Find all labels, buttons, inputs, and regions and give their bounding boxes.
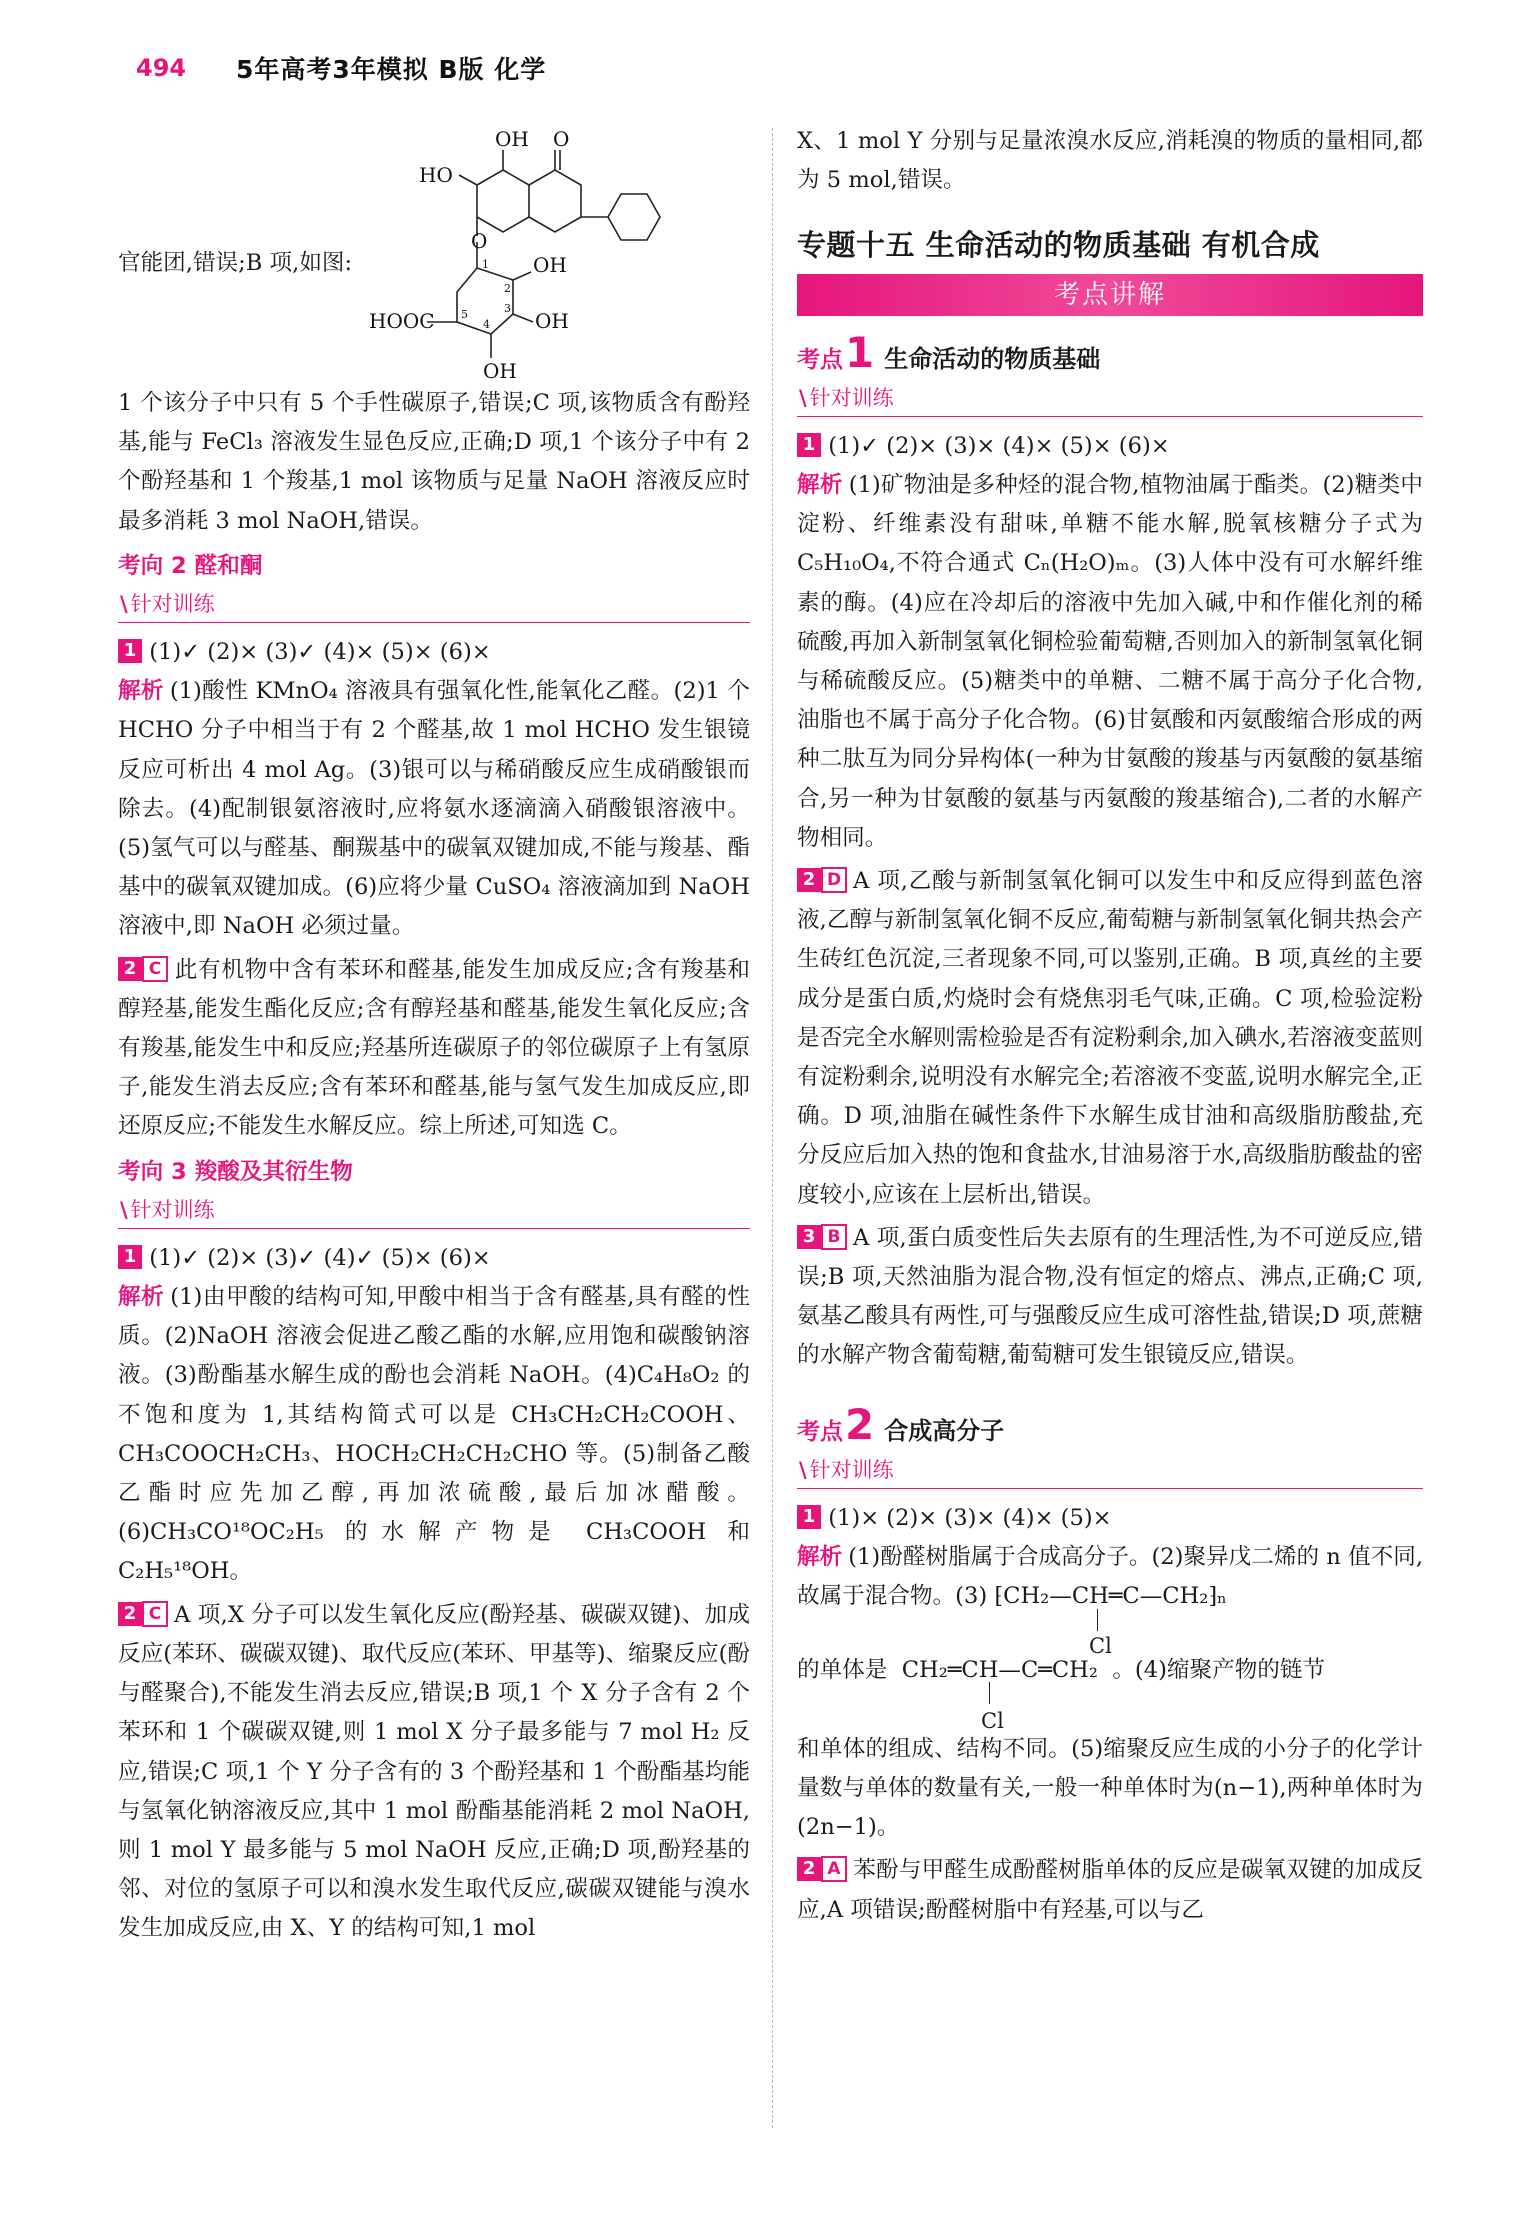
answer-box: C <box>142 1601 168 1627</box>
explanation: 解析 (1)由甲酸的结构可知,甲酸中相当于含有醛基,具有醛的性质。(2)NaOH 溶液会促进乙酸乙酯的水解,应用饱和碳酸钠溶液。(3)酚酯基水解生成的酚也会消耗 NaOH。(4)C₄H₈O₂ 的不饱和度为 1,其结构简式可以是 CH₃CH₂CH₂COOH、CH₃COOCH₂CH₃、HOCH₂CH₂CH₂CHO 等。(5)制备乙酸乙酯时应先加乙醇,再加浓硫酸,最后加冰醋酸。(6)CH₃CO¹⁸OC₂H₅ 的水解产物是 CH₃COOH 和 C₂H₅¹⁸OH。 <box>118 1284 751 1585</box>
explanation: 解析 (1)酚醛树脂属于合成高分子。(2)聚异戊二烯的 n 值不同,故属于混合物。(3) ⁅CH₂—CH═C—CH₂⁆ₙ <box>797 1544 1424 1610</box>
label-oh-top: OH <box>495 127 529 151</box>
explanation-label: 解析 <box>797 472 843 499</box>
question-block: 3 B A 项,蛋白质变性后失去原有的生理活性,为不可逆反应,错误;B 项,天然油脂为混合物,没有恒定的熔点、沸点,正确;C 项,氨基乙酸具有两性,可与强酸反应生成可溶性盐,错误;D 项,蔗糖的水解产物含葡萄糖,葡萄糖可发生银镜反应,错误。 <box>797 1224 1423 1369</box>
question-block: 2 D A 项,乙酸与新制氢氧化铜可以发生中和反应得到蓝色溶液,乙醇与新制氢氧化铜不反应,葡萄糖与新制氢氧化铜共热会产生砖红色沉淀,三者现象不同,可以鉴别,正确。B 项,真丝的主要成分是蛋白质,灼烧时会有烧焦羽毛气味,正确。C 项,检验淀粉是否完全水解则需检验是否有淀粉剩余,加入碘水,若溶液变蓝则有淀粉剩余,说明没有水解完全;若溶液不变蓝,说明水解完全,正确。D 项,油脂在碱性条件下水解生成甘油和高级脂肪酸盐,充分反应后加入热的饱和食盐水,甘油易溶于水,高级脂肪酸盐的密度较小,应该在上层析出,错误。 <box>797 868 1423 1208</box>
book-title: 5年高考3年模拟 B版 化学 <box>236 55 547 84</box>
answer-box: A <box>821 1856 847 1882</box>
paragraph: 1 个该分子中只有 5 个手性碳原子,错误;C 项,该物质含有酚羟基,能与 FeCl₃ 溶液发生显色反应,正确;D 项,1 个该分子中有 2 个酚羟基和 1 个羧基,1 mol 该物质与足量 NaOH 溶液反应时最多消耗 3 mol NaOH,错误。 <box>118 390 750 534</box>
section-banner: 考点讲解 <box>797 274 1423 316</box>
molecule-structure <box>369 122 743 384</box>
polymer-cl: Cl <box>797 1617 1423 1651</box>
answer-box: C <box>142 956 168 982</box>
answer-line <box>797 1499 1423 1538</box>
molecule-figure <box>118 122 750 384</box>
kaodian-heading: 考点 1 生命活动的物质基础 <box>797 327 1101 377</box>
section-heading: 考向 3 羧酸及其衍生物 <box>118 1158 353 1185</box>
right-column <box>797 122 1423 1930</box>
answers: (1)✓ (2)× (3)✓ (4)✓ (5)× (6)× <box>149 1244 491 1271</box>
practice-label: \ 针对训练 <box>797 1452 1423 1489</box>
paragraph: 和单体的组成、结构不同。(5)缩聚反应生成的小分子的化学计量数与单体的数量有关,一般一种单体时为(n−1),两种单体时为(2n−1)。 <box>797 1735 1423 1841</box>
section-heading: 考向 2 醛和酮 <box>118 552 263 579</box>
polymer-formula: ⁅CH₂—CH═C—CH₂⁆ₙ <box>994 1583 1227 1610</box>
label-n4: 4 <box>483 318 490 331</box>
question-number: 3 <box>797 1225 821 1249</box>
label-oh-right: OH <box>535 309 569 333</box>
answers: (1)× (2)× (3)× (4)× (5)× <box>828 1504 1112 1531</box>
paragraph: X、1 mol Y 分别与足量浓溴水反应,消耗溴的物质的量相同,都为 5 mol,错误。 <box>797 128 1423 194</box>
page-header <box>136 48 546 88</box>
label-oh-mid: OH <box>533 253 567 277</box>
question-block: 2 A 苯酚与甲醛生成酚醛树脂单体的反应是碳氧双键的加成反应,A 项错误;酚醛树脂中有羟基,可以与乙 <box>797 1857 1423 1923</box>
question-number: 1 <box>118 1245 142 1269</box>
answer-line <box>118 1239 750 1278</box>
label-n1: 1 <box>482 258 489 271</box>
explanation: 解析 (1)酸性 KMnO₄ 溶液具有强氧化性,能氧化乙醛。(2)1 个 HCHO 分子中相当于有 2 个醛基,故 1 mol HCHO 发生银镜反应可析出 4 mol Ag。(3)银可以与稀硝酸反应生成硝酸银而除去。(4)配制银氨溶液时,应将氨水逐滴滴入硝酸银溶液中。(5)氢气可以与醛基、酮羰基中的碳氧双键加成,不能与羧基、酯基中的碳氧双键加成。(6)应将少量 CuSO₄ 溶液滴加到 NaOH 溶液中,即 NaOH 必须过量。 <box>118 678 750 940</box>
question-number: 2 <box>118 957 142 981</box>
label-n2: 2 <box>504 282 511 295</box>
answers: (1)✓ (2)× (3)✓ (4)× (5)× (6)× <box>149 639 491 666</box>
label-oh-bottom: OH <box>483 359 517 383</box>
left-column <box>118 122 750 1949</box>
page-number: 494 <box>136 54 187 82</box>
explanation-label: 解析 <box>118 1284 165 1311</box>
monomer-formula: CH₂═CH—C═CH₂ <box>901 1656 1098 1683</box>
explanation: 解析 (1)矿物油是多种烃的混合物,植物油属于酯类。(2)糖类中淀粉、纤维素没有甜味,单糖不能水解,脱氧核糖分子式为 C₅H₁₀O₄,不符合通式 Cₙ(H₂O)ₘ。(3)人体中没有可水解纤维素的酶。(4)应在冷却后的溶液中先加入碱,中和作催化剂的稀硫酸,再加入新制氢氧化铜检验葡萄糖,否则加入的新制氢氧化铜与稀硫酸反应。(5)糖类中的单糖、二糖不属于高分子化合物,油脂也不属于高分子化合物。(6)甘氨酸和丙氨酸缩合形成的两种二肽互为同分异构体(一种为甘氨酸的羧基与丙氨酸的氨基缩合,另一种为甘氨酸的氨基与丙氨酸的羧基缩合),二者的水解产物相同。 <box>797 472 1423 851</box>
topic-title: 专题十五 生命活动的物质基础 有机合成 <box>797 228 1320 263</box>
label-ho: HO <box>419 163 453 187</box>
answer-box: B <box>821 1224 847 1250</box>
label-n5: 5 <box>461 308 468 321</box>
column-divider <box>772 128 773 2128</box>
practice-label: \ 针对训练 <box>797 380 1423 417</box>
question-number: 1 <box>797 433 821 457</box>
label-hooc: HOOC <box>369 309 435 333</box>
practice-label: \ 针对训练 <box>118 586 750 623</box>
label-o-top: O <box>553 127 570 151</box>
question-block: 2 C A 项,X 分子可以发生氧化反应(酚羟基、碳碳双键)、加成反应(苯环、碳碳双键)、取代反应(苯环、甲基等)、缩聚反应(酚与醛聚合),不能发生消去反应,错误;B 项,1 个 X 分子含有 2 个苯环和 1 个碳碳双键,则 1 mol X 分子最多能与 7 mol H₂ 反应,错误;C 项,1 个 Y 分子含有的 3 个酚羟基和 1 个酚酯基均能与氢氧化钠溶液反应,其中 1 mol 酚酯基能消耗 2 mol NaOH,则 1 mol Y 最多能与 5 mol NaOH 反应,正确;D 项,酚羟基的邻、对位的氢原子可以和溴水发生取代反应,碳碳双键能与溴水发生加成反应,由 X、Y 的结构可知,1 mol <box>118 1601 750 1942</box>
practice-label: \ 针对训练 <box>118 1192 750 1229</box>
label-o-ether: O <box>471 229 488 253</box>
figure-caption: 官能团,错误;B 项,如图: <box>118 250 353 276</box>
label-n3: 3 <box>504 302 511 315</box>
answer-line <box>797 427 1423 466</box>
answers: (1)✓ (2)× (3)× (4)× (5)× (6)× <box>828 432 1170 459</box>
question-number: 1 <box>797 1505 821 1529</box>
explanation-label: 解析 <box>118 678 164 705</box>
monomer-cl: Cl <box>797 1690 1423 1730</box>
answer-box: D <box>821 867 847 893</box>
kaodian-heading: 考点 2 合成高分子 <box>797 1399 1005 1449</box>
question-number: 2 <box>797 868 821 892</box>
question-number: 2 <box>118 1602 142 1626</box>
question-block: 2 C 此有机物中含有苯环和醛基,能发生加成反应;含有羧基和醇羟基,能发生酯化反应;含有醇羟基和醛基,能发生氧化反应;含有羧基,能发生中和反应;羟基所连碳原子的邻位碳原子上有氢原子,能发生消去反应;含有苯环和醛基,能与氢气发生加成反应,即还原反应;不能发生水解反应。综上所述,可知选 C。 <box>118 956 750 1140</box>
question-number: 2 <box>797 1857 821 1881</box>
monomer-line: 的单体是 CH₂═CH—C═CH₂ 。(4)缩聚产物的链节 <box>797 1656 1326 1683</box>
explanation-label: 解析 <box>797 1544 843 1571</box>
question-number: 1 <box>118 639 142 663</box>
answer-line <box>118 633 750 672</box>
